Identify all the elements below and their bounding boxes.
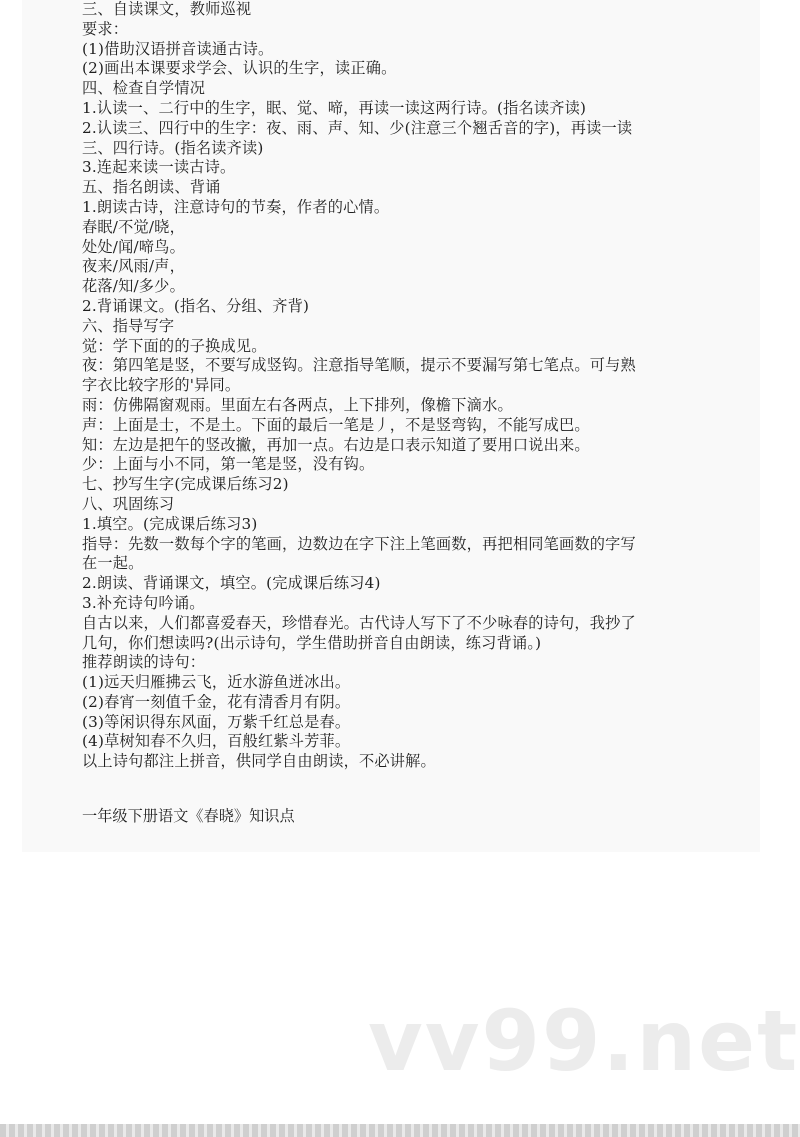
text-line: 1.认读一、二行中的生字，眠、觉、啼，再读一读这两行诗。(指名读齐读) [82, 98, 587, 117]
text-line: 三、四行诗。(指名读齐读) [82, 138, 264, 157]
text-line: 少：上面与小不同，第一笔是竖，没有钩。 [82, 455, 375, 474]
text-line: 2.朗读、背诵课文，填空。(完成课后练习4) [82, 574, 381, 593]
text-line: 2.认读三、四行中的生字：夜、雨、声、知、少(注意三个翘舌音的字)，再读一读 [82, 118, 633, 137]
text-line: 2.背诵课文。(指名、分组、齐背) [82, 296, 310, 315]
text-line: 七、抄写生字(完成课后练习2) [82, 475, 289, 494]
text-line: 指导：先数一数每个字的笔画，边数边在字下注上笔画数，再把相同笔画数的字写 [82, 534, 636, 553]
text-line: 推荐朗读的诗句： [82, 653, 206, 672]
text-line: (1)远天归雁拂云飞，近水游鱼迸冰出。 [82, 673, 351, 692]
text-line: 夜来/风雨/声， [82, 257, 185, 276]
text-line: 夜：第四笔是竖，不要写成竖钩。注意指导笔顺，提示不要漏写第七笔点。可与熟 [82, 356, 636, 375]
document-body [82, 0, 722, 772]
text-line: 觉：学下面的的子换成见。 [82, 336, 267, 355]
text-line: 字衣比较字形的'异同。 [82, 376, 241, 395]
text-line: 八、巩固练习 [82, 494, 175, 513]
text-line: 知：左边是把午的竖改撇，再加一点。右边是口表示知道了要用口说出来。 [82, 435, 590, 454]
text-line: (2)画出本课要求学会、认识的生字，读正确。 [82, 59, 397, 78]
text-line: (4)草树知春不久归，百般红紫斗芳菲。 [82, 732, 351, 751]
text-line: 自古以来，人们都喜爱春天，珍惜春光。古代诗人写下了不少咏春的诗句，我抄了 [82, 613, 636, 632]
text-line: (3)等闲识得东风面，万紫千红总是春。 [82, 712, 351, 731]
text-line: (1)借助汉语拼音读通古诗。 [82, 39, 274, 58]
text-line: 几句，你们想读吗?(出示诗句，学生借助拼音自由朗读，练习背诵。) [82, 633, 542, 652]
text-line: 声：上面是士，不是土。下面的最后一笔是丿，不是竖弯钩，不能写成巴。 [82, 415, 590, 434]
text-line: 雨：仿佛隔窗观雨。里面左右各两点，上下排列，像檐下滴水。 [82, 395, 513, 414]
text-line: 五、指名朗读、背诵 [82, 178, 221, 197]
text-line: 以上诗句都注上拼音，供同学自由朗读，不必讲解。 [82, 752, 436, 771]
text-line: 处处/闻/啼鸟。 [82, 237, 185, 256]
text-line: 1.朗读古诗，注意诗句的节奏，作者的心情。 [82, 197, 390, 216]
text-line: 在一起。 [82, 554, 144, 573]
text-line: 3.连起来读一读古诗。 [82, 158, 236, 177]
text-line: 花落/知/多少。 [82, 277, 185, 296]
bottom-edge-strip [0, 1124, 800, 1137]
text-line: 三、自读课文，教师巡视 [82, 0, 252, 18]
text-line: 3.补充诗句吟诵。 [82, 593, 205, 612]
next-article-title[interactable]: 一年级下册语文《春晓》知识点 [82, 807, 295, 825]
text-line: (2)春宵一刻值千金，花有清香月有阴。 [82, 692, 351, 711]
text-line: 四、检查自学情况 [82, 79, 206, 98]
site-watermark: vv99.net [368, 992, 800, 1090]
text-line: 六、指导写字 [82, 316, 175, 335]
text-line: 要求： [82, 19, 129, 38]
text-line: 1.填空。(完成课后练习3) [82, 514, 258, 533]
text-line: 春眠/不觉/晓， [82, 217, 185, 236]
